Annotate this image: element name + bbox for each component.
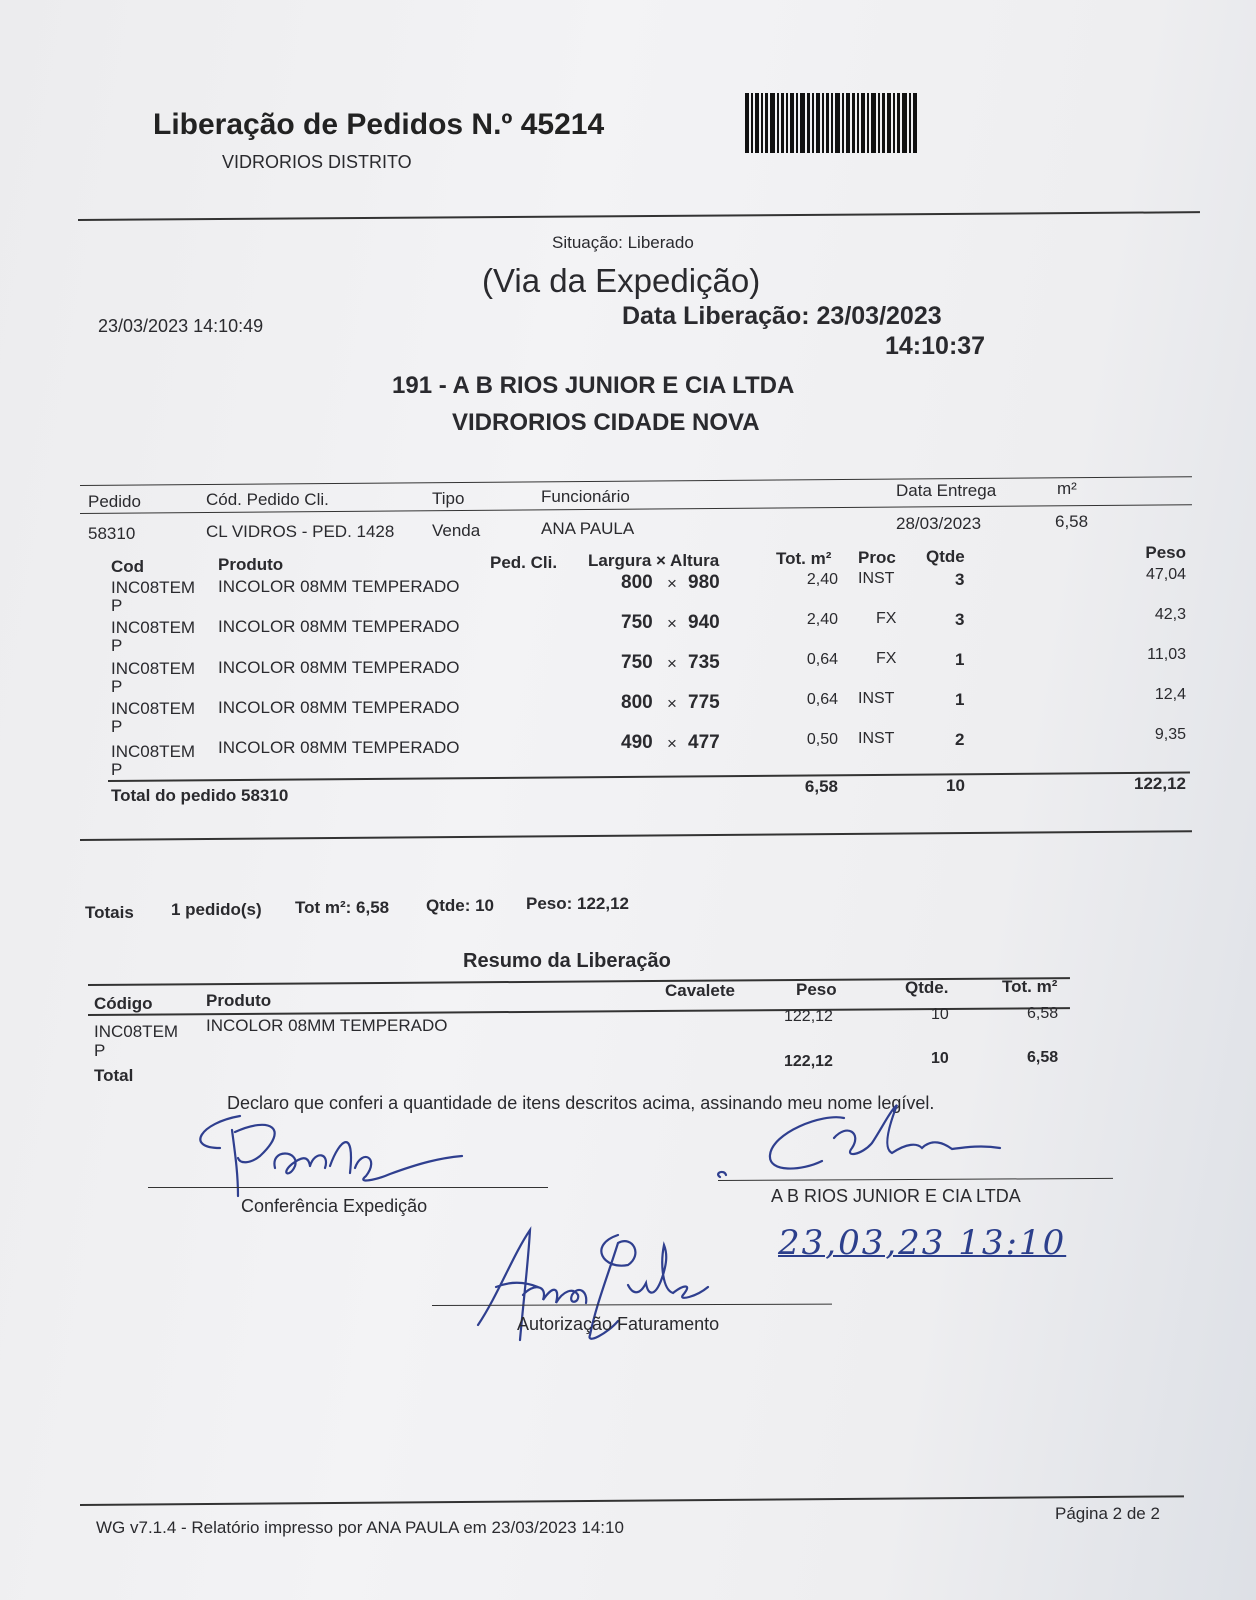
items-header-cod: Cod: [111, 557, 145, 576]
order-total-qtde: 10: [946, 776, 965, 795]
resumo-cod: INC08TEM: [94, 1022, 179, 1041]
totals-pedidos: 1 pedido(s): [171, 900, 262, 919]
page-title: Liberação de Pedidos N.º 45214: [153, 108, 605, 141]
status-label: Situação: Liberado: [552, 233, 694, 252]
handwritten-date: 23,03,23 13:10: [778, 1223, 1067, 1263]
item-times: ×: [667, 694, 677, 713]
barcode: [745, 93, 943, 153]
divider: [80, 476, 1192, 486]
totals-label: Totais: [85, 903, 134, 922]
col-header-funcionario: Funcionário: [541, 487, 630, 506]
signature-client: [712, 1103, 1022, 1183]
item-largura: 490: [621, 732, 653, 753]
order-total-label: Total do pedido 58310: [111, 786, 289, 805]
col-header-m2: m²: [1057, 479, 1077, 498]
resumo-peso: 122,12: [784, 1008, 833, 1025]
release-date: Data Liberação: 23/03/2023: [622, 302, 942, 330]
client-branch: VIDRORIOS CIDADE NOVA: [452, 409, 760, 436]
item-cod-suffix: P: [111, 636, 123, 655]
resumo-header-peso: Peso: [796, 980, 837, 999]
company-subtitle: VIDRORIOS DISTRITO: [222, 152, 412, 172]
item-peso: 11,03: [1147, 646, 1186, 663]
items-header-proc: Proc: [858, 548, 896, 567]
resumo-total-qtde: 10: [931, 1050, 949, 1067]
item-cod-suffix: P: [111, 677, 123, 696]
order-tipo: Venda: [432, 521, 481, 540]
resumo-header-qtde: Qtde.: [905, 978, 949, 997]
item-largura: 750: [621, 652, 653, 673]
items-header-largura-altura: Largura × Altura: [588, 551, 720, 570]
order-pedido: 58310: [88, 524, 136, 543]
item-largura: 800: [621, 692, 653, 713]
item-peso: 12,4: [1154, 686, 1186, 703]
item-qtde: 1: [955, 690, 965, 709]
item-produto: INCOLOR 08MM TEMPERADO: [218, 698, 460, 717]
items-header-qtde: Qtde: [926, 547, 965, 566]
print-timestamp: 23/03/2023 14:10:49: [98, 316, 264, 336]
footer-page-number: Página 2 de 2: [1055, 1504, 1160, 1523]
item-times: ×: [667, 574, 677, 593]
item-proc: INST: [858, 730, 895, 747]
client-name: 191 - A B RIOS JUNIOR E CIA LTDA: [392, 372, 795, 399]
item-qtde: 3: [955, 570, 965, 589]
resumo-tot-m2: 6,58: [1027, 1005, 1059, 1022]
order-funcionario: ANA PAULA: [541, 519, 635, 538]
divider: [78, 211, 1200, 221]
totals-peso: Peso: 122,12: [526, 894, 630, 913]
item-cod: INC08TEM: [111, 699, 196, 718]
totals-m2: Tot m²: 6,58: [295, 898, 390, 917]
item-proc: INST: [858, 690, 895, 707]
items-header-tot-m2: Tot. m²: [776, 549, 832, 568]
signature-line: [148, 1187, 548, 1188]
item-times: ×: [667, 734, 677, 753]
item-cod-suffix: P: [111, 760, 123, 779]
resumo-title: Resumo da Liberação: [463, 950, 671, 972]
item-qtde: 3: [955, 610, 965, 629]
autorizacao-label: Autorização Faturamento: [517, 1314, 720, 1334]
item-qtde: 2: [955, 730, 965, 749]
item-altura: 940: [688, 612, 720, 633]
item-produto: INCOLOR 08MM TEMPERADO: [218, 617, 460, 636]
col-header-data-entrega: Data Entrega: [896, 481, 997, 500]
resumo-header-cavalete: Cavalete: [665, 981, 735, 1000]
item-cod: INC08TEM: [111, 578, 196, 597]
item-produto: INCOLOR 08MM TEMPERADO: [218, 658, 460, 677]
item-peso: 9,35: [1154, 726, 1186, 743]
resumo-total-peso: 122,12: [784, 1053, 833, 1070]
item-altura: 980: [688, 572, 720, 593]
item-proc: FX: [876, 610, 897, 627]
item-cod: INC08TEM: [111, 742, 196, 761]
resumo-header-tot-m2: Tot. m²: [1002, 977, 1058, 996]
items-header-produto: Produto: [218, 555, 284, 574]
col-header-pedido: Pedido: [88, 492, 141, 511]
col-header-cod-pedido-cli: Cód. Pedido Cli.: [206, 490, 329, 509]
divider: [80, 1495, 1184, 1506]
footer-printed-by: WG v7.1.4 - Relatório impresso por ANA PAULA em 23/03/2023 14:10: [96, 1518, 624, 1537]
resumo-header-produto: Produto: [206, 991, 272, 1010]
item-cod-suffix: P: [111, 717, 123, 736]
item-altura: 735: [688, 652, 720, 673]
item-times: ×: [667, 654, 677, 673]
item-tot-m2: 0,64: [806, 651, 838, 668]
item-qtde: 1: [955, 650, 965, 669]
order-total-m2: 6,58: [804, 777, 838, 796]
item-peso: 42,3: [1154, 606, 1186, 623]
item-proc: INST: [858, 570, 895, 587]
via-label: (Via da Expedição): [482, 262, 761, 299]
item-produto: INCOLOR 08MM TEMPERADO: [218, 738, 460, 757]
items-header-ped-cli: Ped. Cli.: [490, 553, 558, 572]
item-altura: 775: [688, 692, 720, 713]
item-peso: 47,04: [1145, 566, 1186, 583]
resumo-produto: INCOLOR 08MM TEMPERADO: [206, 1016, 448, 1035]
item-largura: 750: [621, 612, 653, 633]
order-total-peso: 122,12: [1134, 774, 1186, 793]
resumo-total-label: Total: [94, 1066, 134, 1085]
item-largura: 800: [621, 572, 653, 593]
item-altura: 477: [688, 732, 720, 753]
resumo-total-tot-m2: 6,58: [1027, 1049, 1059, 1066]
item-cod: INC08TEM: [111, 659, 196, 678]
item-tot-m2: 2,40: [806, 571, 838, 588]
item-cod: INC08TEM: [111, 618, 196, 637]
item-produto: INCOLOR 08MM TEMPERADO: [218, 577, 460, 596]
divider: [80, 830, 1192, 841]
item-proc: FX: [876, 650, 897, 667]
totals-qtde: Qtde: 10: [426, 896, 495, 915]
declaration-text: Declaro que conferi a quantidade de itens descritos acima, assinando meu nome legível.: [227, 1093, 935, 1113]
item-times: ×: [667, 614, 677, 633]
item-tot-m2: 0,50: [806, 731, 838, 748]
order-cod-pedido-cli: CL VIDROS - PED. 1428: [206, 522, 395, 541]
item-tot-m2: 2,40: [806, 611, 838, 628]
item-tot-m2: 0,64: [806, 691, 838, 708]
resumo-qtde: 10: [931, 1006, 949, 1023]
col-header-tipo: Tipo: [432, 489, 465, 508]
item-cod-suffix: P: [111, 596, 123, 615]
release-time: 14:10:37: [885, 332, 986, 360]
order-m2: 6,58: [1055, 512, 1089, 531]
items-header-peso: Peso: [1145, 543, 1186, 562]
order-data-entrega: 28/03/2023: [896, 514, 982, 533]
divider: [108, 772, 1190, 782]
conferencia-label: Conferência Expedição: [241, 1196, 428, 1216]
resumo-cod-suffix: P: [94, 1041, 106, 1060]
resumo-header-codigo: Código: [94, 994, 153, 1013]
client-signature-label: A B RIOS JUNIOR E CIA LTDA: [771, 1186, 1021, 1206]
